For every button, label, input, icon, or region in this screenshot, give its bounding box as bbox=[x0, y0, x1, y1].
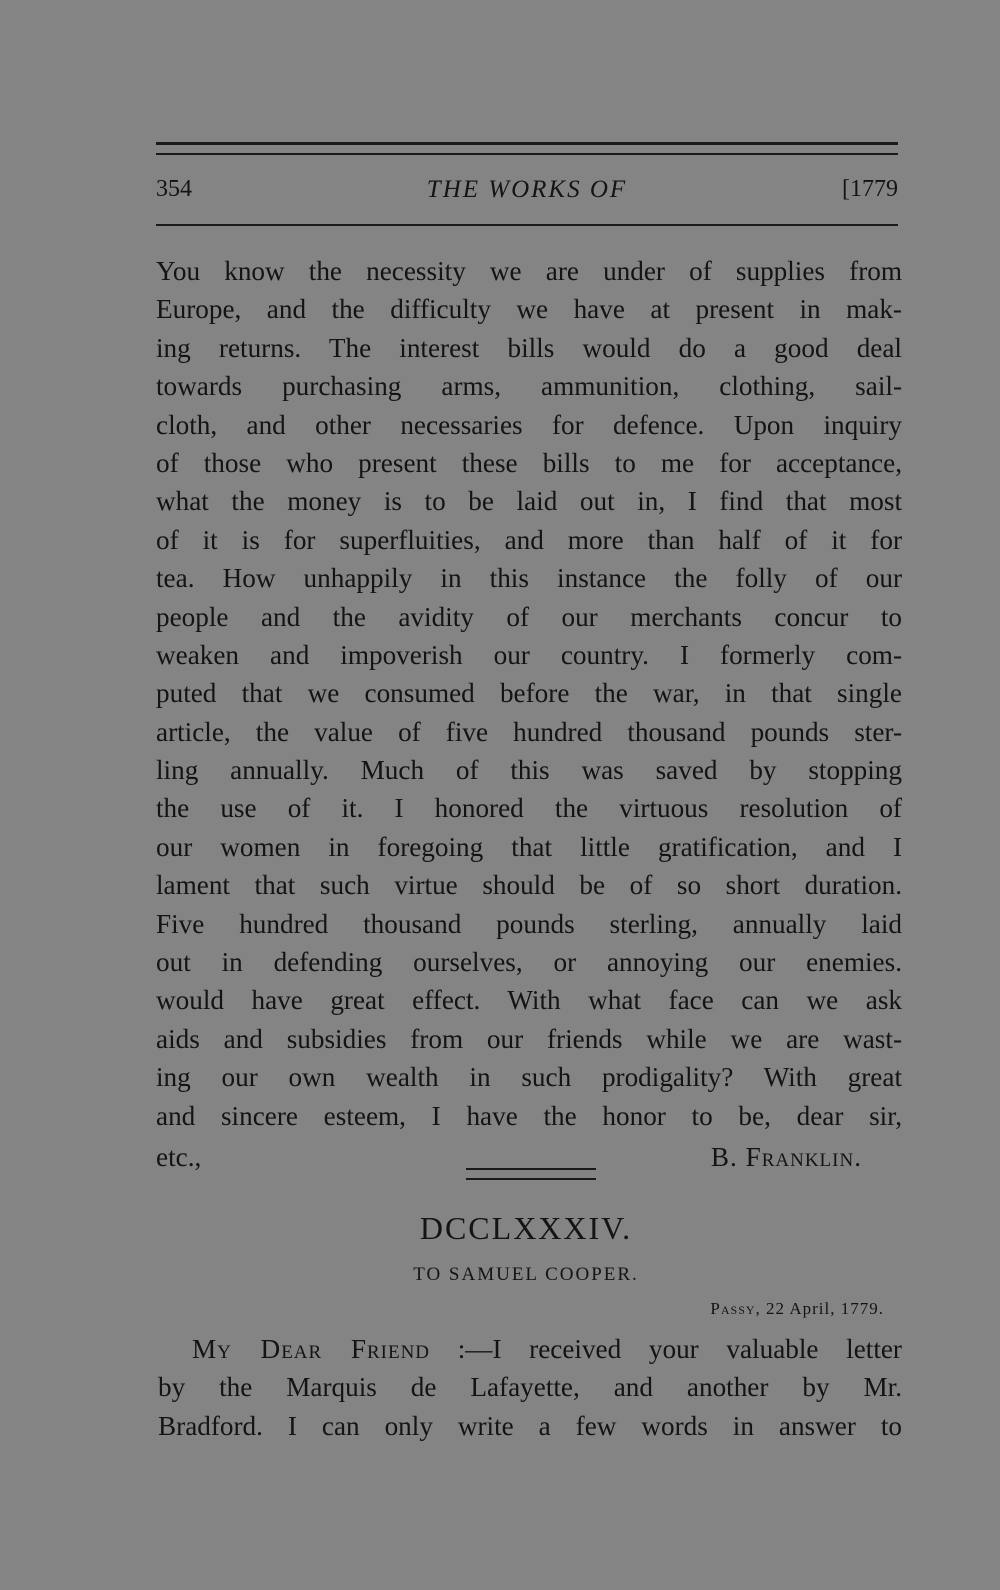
body-line: article, the value of five hundred thousand pounds ster- bbox=[156, 716, 902, 747]
body-line: Europe, and the difficulty we have at present in mak- bbox=[156, 294, 902, 325]
body-line: You know the necessity we are under of supplies from bbox=[156, 256, 902, 286]
separator-rule-lower bbox=[466, 1178, 596, 1180]
salutation-line bbox=[158, 1330, 902, 1368]
body-line: the use of it. I honored the virtuous resolution of bbox=[156, 793, 902, 824]
body-line: aids and subsidies from our friends while we are wast- bbox=[156, 1023, 902, 1054]
letter-number: DCCLXXXIV. bbox=[419, 1210, 633, 1246]
running-header bbox=[156, 176, 898, 210]
letter-line: by the Marquis de Lafayette, and another by Mr. bbox=[158, 1372, 902, 1403]
body-line: ling annually. Much of this was saved by stopping bbox=[156, 755, 902, 786]
body-line: cloth, and other necessaries for defence. Upon inquiry bbox=[156, 409, 902, 440]
top-rule-inner bbox=[156, 153, 898, 155]
body-line: people and the avidity of our merchants concur to bbox=[156, 601, 902, 632]
next-letter-body bbox=[158, 1330, 902, 1445]
letter-body-continuation bbox=[156, 252, 902, 1135]
dateline-date: 22 April, 1779. bbox=[766, 1299, 884, 1318]
addressee: TO SAMUEL COOPER. bbox=[413, 1264, 639, 1285]
page-number: 354 bbox=[156, 176, 192, 202]
body-line: our women in foregoing that little gratification, and I bbox=[156, 831, 902, 862]
closing-line bbox=[156, 1138, 902, 1176]
body-line: of those who present these bills to me for acceptance, bbox=[156, 447, 902, 478]
body-line: out in defending ourselves, or annoying our enemies. bbox=[156, 947, 902, 978]
body-line: would have great effect. With what face can we ask bbox=[156, 985, 902, 1016]
body-line: weaken and impoverish our country. I formerly com- bbox=[156, 639, 902, 670]
letter-line: I received your valuable letter bbox=[492, 1334, 902, 1364]
dateline bbox=[710, 1299, 884, 1319]
closing-etc: etc., bbox=[156, 1142, 202, 1172]
body-line: and sincere esteem, I have the honor to be, dear sir, bbox=[156, 1100, 902, 1131]
dateline-place: Passy, bbox=[710, 1299, 761, 1318]
salutation-punctuation: :— bbox=[430, 1334, 493, 1364]
body-line: puted that we consumed before the war, in that single bbox=[156, 678, 902, 709]
header-rule bbox=[156, 224, 898, 226]
body-line: tea. How unhappily in this instance the folly of our bbox=[156, 563, 902, 594]
running-title: THE WORKS OF bbox=[426, 176, 628, 203]
running-year: [1779 bbox=[842, 176, 898, 202]
top-rule-outer bbox=[156, 142, 898, 145]
body-line: lament that such virtue should be of so short duration. bbox=[156, 870, 902, 901]
body-line: towards purchasing arms, ammunition, clothing, sail- bbox=[156, 371, 902, 402]
body-line: Five hundred thousand pounds sterling, annually laid bbox=[156, 908, 902, 939]
letter-line: Bradford. I can only write a few words in answer to bbox=[158, 1410, 902, 1441]
body-line: what the money is to be laid out in, I find that most bbox=[156, 486, 902, 517]
signature: B. Franklin. bbox=[710, 1142, 862, 1172]
body-line: ing our own wealth in such prodigality? With great bbox=[156, 1062, 902, 1093]
body-line: of it is for superfluities, and more than half of it for bbox=[156, 524, 902, 555]
separator-rule-upper bbox=[466, 1168, 596, 1170]
salutation: My Dear Friend bbox=[192, 1334, 431, 1364]
body-line: ing returns. The interest bills would do a good deal bbox=[156, 332, 902, 363]
